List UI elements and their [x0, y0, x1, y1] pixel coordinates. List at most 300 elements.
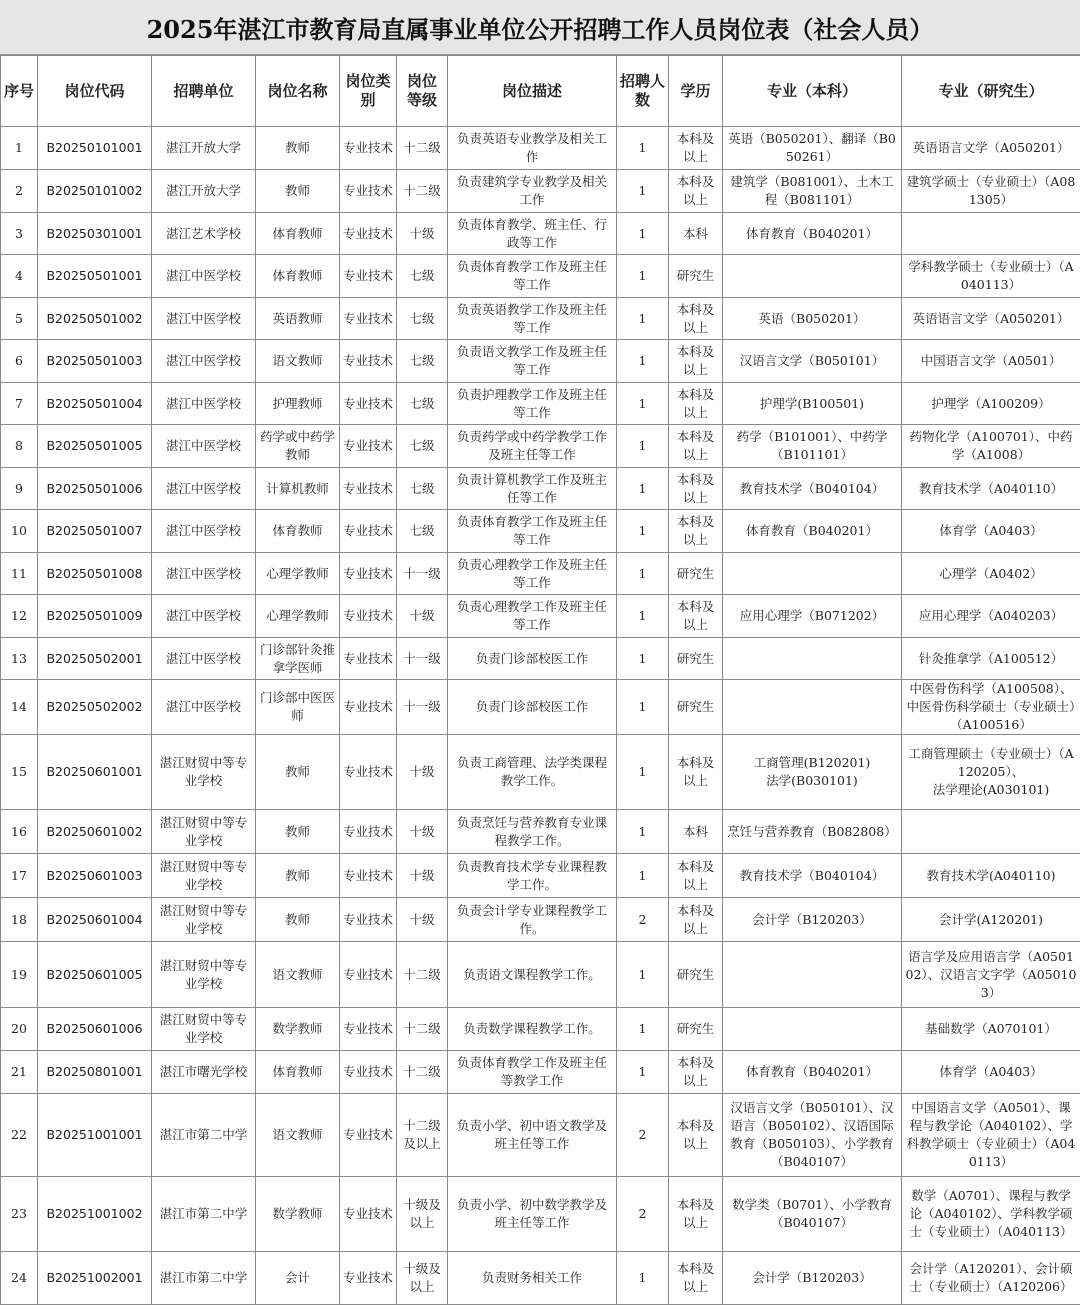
col-level-cell: 十级 [397, 735, 448, 810]
col-level-cell: 十级及以上 [397, 1252, 448, 1305]
table-row [1, 383, 1080, 425]
col-unit-cell: 湛江市曙光学校 [152, 1051, 256, 1094]
col-unit-cell: 湛江财贸中等专业学校 [152, 735, 256, 810]
col-level-cell: 七级 [397, 510, 448, 553]
col-count-cell: 1 [617, 170, 669, 213]
col-code-cell: B20251001001 [38, 1094, 152, 1177]
col-count-cell: 1 [617, 810, 669, 854]
col-unit-cell: 湛江开放大学 [152, 170, 256, 213]
col-unit-cell: 湛江市第二中学 [152, 1177, 256, 1252]
col-major-bachelor-cell: 药学（B101001）、中药学（B101101） [723, 425, 902, 468]
col-category-cell: 专业技术 [340, 170, 397, 213]
col-education-cell: 本科及以上 [669, 510, 723, 553]
col-seq-cell: 7 [1, 383, 38, 425]
col-code-cell: B20250601003 [38, 854, 152, 898]
col-seq-cell: 6 [1, 340, 38, 383]
col-description-cell: 负责体育教学、班主任、行政等工作 [448, 213, 617, 255]
col-count-cell: 1 [617, 942, 669, 1008]
col-description-cell: 负责烹饪与营养教育专业课程教学工作。 [448, 810, 617, 854]
col-seq-cell: 3 [1, 213, 38, 255]
col-level-cell: 七级 [397, 383, 448, 425]
col-category-cell: 专业技术 [340, 735, 397, 810]
col-count-cell: 1 [617, 340, 669, 383]
col-major-bachelor-header: 专业（本科） [723, 56, 902, 127]
col-description-cell: 负责建筑学专业教学及相关工作 [448, 170, 617, 213]
col-unit-cell: 湛江财贸中等专业学校 [152, 1008, 256, 1051]
col-level-cell: 十二级 [397, 942, 448, 1008]
col-position-cell: 护理教师 [256, 383, 340, 425]
col-description-cell: 负责小学、初中数学教学及班主任等工作 [448, 1177, 617, 1252]
col-major-bachelor-cell: 英语（B050201）、翻译（B050261） [723, 127, 902, 170]
col-description-cell: 负责计算机教学工作及班主任等工作 [448, 468, 617, 510]
col-unit-cell: 湛江中医学校 [152, 298, 256, 340]
col-major-bachelor-cell: 烹饪与营养教育（B082808） [723, 810, 902, 854]
col-code-cell: B20250502001 [38, 638, 152, 680]
col-education-cell: 研究生 [669, 1008, 723, 1051]
col-category-cell: 专业技术 [340, 383, 397, 425]
table-row [1, 898, 1080, 942]
col-major-graduate-cell: 中医骨伤科学（A100508）、中医骨伤科学硕士（专业硕士）（A100516） [902, 680, 1080, 735]
col-major-bachelor-cell: 汉语言文学（B050101）、汉语言（B050102）、汉语国际教育（B050103）、小学教育（B040107） [723, 1094, 902, 1177]
col-category-cell: 专业技术 [340, 1008, 397, 1051]
col-major-bachelor-cell [723, 553, 902, 595]
col-description-header: 岗位描述 [448, 56, 617, 127]
col-level-cell: 七级 [397, 468, 448, 510]
col-major-bachelor-cell: 数学类（B0701）、小学教育（B040107） [723, 1177, 902, 1252]
col-unit-cell: 湛江中医学校 [152, 510, 256, 553]
col-category-cell: 专业技术 [340, 213, 397, 255]
col-category-cell: 专业技术 [340, 127, 397, 170]
table-row [1, 468, 1080, 510]
col-unit-cell: 湛江中医学校 [152, 383, 256, 425]
col-count-cell: 1 [617, 1008, 669, 1051]
col-major-graduate-cell: 工商管理硕士（专业硕士）（A120205）、 法学理论(A030101) [902, 735, 1080, 810]
col-category-cell: 专业技术 [340, 510, 397, 553]
col-seq-header: 序号 [1, 56, 38, 127]
col-unit-cell: 湛江艺术学校 [152, 213, 256, 255]
col-level-cell: 十级 [397, 898, 448, 942]
col-education-cell: 本科及以上 [669, 1094, 723, 1177]
col-major-bachelor-cell [723, 255, 902, 298]
table-row [1, 127, 1080, 170]
col-major-graduate-cell [902, 213, 1080, 255]
col-category-cell: 专业技术 [340, 425, 397, 468]
col-education-cell: 本科及以上 [669, 1252, 723, 1305]
col-level-cell: 十二级及以上 [397, 1094, 448, 1177]
col-seq-cell: 10 [1, 510, 38, 553]
col-count-cell: 1 [617, 854, 669, 898]
col-major-graduate-cell: 护理学（A100209） [902, 383, 1080, 425]
table-row [1, 1177, 1080, 1252]
col-major-bachelor-cell [723, 638, 902, 680]
col-education-cell: 本科及以上 [669, 735, 723, 810]
col-education-cell: 研究生 [669, 942, 723, 1008]
col-unit-cell: 湛江财贸中等专业学校 [152, 898, 256, 942]
col-major-bachelor-cell: 会计学（B120203） [723, 1252, 902, 1305]
col-seq-cell: 15 [1, 735, 38, 810]
table-row [1, 1252, 1080, 1305]
col-level-cell: 十二级 [397, 170, 448, 213]
table-row [1, 680, 1080, 735]
col-count-cell: 1 [617, 1051, 669, 1094]
col-position-cell: 会计 [256, 1252, 340, 1305]
col-major-graduate-cell: 语言学及应用语言学（A050102）、汉语言文字学（A050103） [902, 942, 1080, 1008]
table-row [1, 340, 1080, 383]
col-position-cell: 药学或中药学教师 [256, 425, 340, 468]
col-description-cell: 负责门诊部校医工作 [448, 638, 617, 680]
col-education-cell: 本科及以上 [669, 298, 723, 340]
col-position-cell: 教师 [256, 898, 340, 942]
table-row [1, 170, 1080, 213]
col-count-cell: 1 [617, 638, 669, 680]
col-education-cell: 研究生 [669, 638, 723, 680]
col-major-graduate-header: 专业（研究生） [902, 56, 1080, 127]
col-unit-cell: 湛江市第二中学 [152, 1094, 256, 1177]
col-unit-cell: 湛江财贸中等专业学校 [152, 810, 256, 854]
col-code-cell: B20250801001 [38, 1051, 152, 1094]
col-education-header: 学历 [669, 56, 723, 127]
col-description-cell: 负责小学、初中语文教学及班主任等工作 [448, 1094, 617, 1177]
col-education-cell: 本科及以上 [669, 898, 723, 942]
col-seq-cell: 12 [1, 595, 38, 638]
col-count-cell: 1 [617, 383, 669, 425]
table-row [1, 595, 1080, 638]
col-level-cell: 十二级 [397, 1051, 448, 1094]
col-seq-cell: 5 [1, 298, 38, 340]
col-major-graduate-cell: 中国语言文学（A0501）、课程与教学论（A040102）、学科教学硕士（专业硕士）（A040113） [902, 1094, 1080, 1177]
col-category-cell: 专业技术 [340, 255, 397, 298]
col-code-cell: B20250601001 [38, 735, 152, 810]
col-count-cell: 1 [617, 127, 669, 170]
col-description-cell: 负责体育教学工作及班主任等工作 [448, 255, 617, 298]
col-level-cell: 十级及以上 [397, 1177, 448, 1252]
col-position-cell: 计算机教师 [256, 468, 340, 510]
col-count-cell: 1 [617, 255, 669, 298]
col-code-cell: B20250501004 [38, 383, 152, 425]
col-seq-cell: 1 [1, 127, 38, 170]
col-position-cell: 心理学教师 [256, 595, 340, 638]
col-seq-cell: 2 [1, 170, 38, 213]
col-seq-cell: 18 [1, 898, 38, 942]
col-position-cell: 体育教师 [256, 213, 340, 255]
col-major-bachelor-cell: 建筑学（B081001）、土木工程（B081101） [723, 170, 902, 213]
col-unit-cell: 湛江中医学校 [152, 255, 256, 298]
table-row [1, 255, 1080, 298]
col-count-cell: 1 [617, 735, 669, 810]
page-title: 2025年湛江市教育局直属事业单位公开招聘工作人员岗位表（社会人员） [0, 0, 1080, 55]
col-major-bachelor-cell: 体育教育（B040201） [723, 510, 902, 553]
col-major-graduate-cell: 英语语言文学（A050201） [902, 127, 1080, 170]
col-major-graduate-cell: 教育技术学(A040110) [902, 854, 1080, 898]
col-major-bachelor-cell [723, 942, 902, 1008]
col-count-cell: 2 [617, 1177, 669, 1252]
col-education-cell: 本科及以上 [669, 127, 723, 170]
col-major-bachelor-cell: 英语（B050201） [723, 298, 902, 340]
col-seq-cell: 13 [1, 638, 38, 680]
col-unit-cell: 湛江财贸中等专业学校 [152, 854, 256, 898]
col-major-graduate-cell: 体育学（A0403） [902, 510, 1080, 553]
col-category-cell: 专业技术 [340, 595, 397, 638]
col-category-header: 岗位类别 [340, 56, 397, 127]
col-position-cell: 体育教师 [256, 255, 340, 298]
col-level-cell: 十级 [397, 810, 448, 854]
col-category-cell: 专业技术 [340, 1252, 397, 1305]
col-description-cell: 负责财务相关工作 [448, 1252, 617, 1305]
col-category-cell: 专业技术 [340, 340, 397, 383]
col-category-cell: 专业技术 [340, 1094, 397, 1177]
table-row [1, 1094, 1080, 1177]
col-level-cell: 七级 [397, 425, 448, 468]
col-category-cell: 专业技术 [340, 854, 397, 898]
col-description-cell: 负责心理教学工作及班主任等工作 [448, 553, 617, 595]
col-level-cell: 十一级 [397, 553, 448, 595]
col-education-cell: 本科及以上 [669, 340, 723, 383]
col-count-cell: 1 [617, 1252, 669, 1305]
col-level-cell: 十级 [397, 595, 448, 638]
col-description-cell: 负责护理教学工作及班主任等工作 [448, 383, 617, 425]
col-education-cell: 本科及以上 [669, 1177, 723, 1252]
col-count-cell: 1 [617, 298, 669, 340]
col-seq-cell: 4 [1, 255, 38, 298]
col-position-cell: 语文教师 [256, 1094, 340, 1177]
col-count-cell: 1 [617, 553, 669, 595]
col-description-cell: 负责工商管理、法学类课程教学工作。 [448, 735, 617, 810]
col-major-bachelor-cell: 体育教育（B040201） [723, 213, 902, 255]
col-count-cell: 2 [617, 898, 669, 942]
col-category-cell: 专业技术 [340, 942, 397, 1008]
table-body [1, 127, 1080, 1305]
col-education-cell: 本科及以上 [669, 1051, 723, 1094]
table-row [1, 735, 1080, 810]
col-category-cell: 专业技术 [340, 680, 397, 735]
col-seq-cell: 8 [1, 425, 38, 468]
col-code-cell: B20250501009 [38, 595, 152, 638]
col-description-cell: 负责体育教学工作及班主任等教学工作 [448, 1051, 617, 1094]
table-row [1, 425, 1080, 468]
col-code-cell: B20250501001 [38, 255, 152, 298]
col-seq-cell: 11 [1, 553, 38, 595]
col-major-graduate-cell: 会计学（A120201）、会计硕士（专业硕士）（A120206） [902, 1252, 1080, 1305]
col-major-graduate-cell: 英语语言文学（A050201） [902, 298, 1080, 340]
col-category-cell: 专业技术 [340, 1177, 397, 1252]
col-position-cell: 教师 [256, 127, 340, 170]
col-unit-cell: 湛江市第二中学 [152, 1252, 256, 1305]
col-major-graduate-cell: 药物化学（A100701）、中药学（A1008） [902, 425, 1080, 468]
col-major-bachelor-cell: 应用心理学（B071202） [723, 595, 902, 638]
col-category-cell: 专业技术 [340, 898, 397, 942]
col-position-cell: 教师 [256, 854, 340, 898]
col-unit-cell: 湛江开放大学 [152, 127, 256, 170]
col-education-cell: 本科及以上 [669, 595, 723, 638]
col-code-cell: B20250601002 [38, 810, 152, 854]
header-row [1, 56, 1080, 127]
col-education-cell: 本科及以上 [669, 383, 723, 425]
col-category-cell: 专业技术 [340, 638, 397, 680]
col-seq-cell: 17 [1, 854, 38, 898]
col-major-bachelor-cell: 护理学(B100501) [723, 383, 902, 425]
col-description-cell: 负责教育技术学专业课程教学工作。 [448, 854, 617, 898]
col-code-cell: B20250501006 [38, 468, 152, 510]
col-major-graduate-cell: 建筑学硕士（专业硕士）（A081305） [902, 170, 1080, 213]
table-row [1, 1008, 1080, 1051]
col-education-cell: 本科及以上 [669, 425, 723, 468]
col-level-cell: 十级 [397, 213, 448, 255]
col-major-graduate-cell [902, 810, 1080, 854]
table-row [1, 1051, 1080, 1094]
position-table [0, 55, 1080, 1305]
col-major-bachelor-cell: 体育教育（B040201） [723, 1051, 902, 1094]
col-seq-cell: 19 [1, 942, 38, 1008]
col-level-header: 岗位等级 [397, 56, 448, 127]
col-count-cell: 2 [617, 1094, 669, 1177]
col-education-cell: 本科及以上 [669, 170, 723, 213]
col-major-graduate-cell: 会计学(A120201) [902, 898, 1080, 942]
col-major-bachelor-cell: 教育技术学（B040104） [723, 468, 902, 510]
col-seq-cell: 23 [1, 1177, 38, 1252]
col-major-graduate-cell: 教育技术学（A040110） [902, 468, 1080, 510]
col-unit-cell: 湛江中医学校 [152, 340, 256, 383]
col-major-graduate-cell: 心理学（A0402） [902, 553, 1080, 595]
col-count-header: 招聘人数 [617, 56, 669, 127]
col-level-cell: 十一级 [397, 638, 448, 680]
col-education-cell: 本科 [669, 810, 723, 854]
col-code-cell: B20250101001 [38, 127, 152, 170]
table-row [1, 810, 1080, 854]
col-seq-cell: 20 [1, 1008, 38, 1051]
col-level-cell: 七级 [397, 298, 448, 340]
col-position-cell: 体育教师 [256, 1051, 340, 1094]
table-row [1, 510, 1080, 553]
col-description-cell: 负责体育教学工作及班主任等工作 [448, 510, 617, 553]
col-code-cell: B20250502002 [38, 680, 152, 735]
col-level-cell: 十级 [397, 854, 448, 898]
col-count-cell: 1 [617, 680, 669, 735]
col-description-cell: 负责会计学专业课程教学工作。 [448, 898, 617, 942]
col-level-cell: 七级 [397, 340, 448, 383]
col-unit-cell: 湛江中医学校 [152, 468, 256, 510]
col-count-cell: 1 [617, 213, 669, 255]
col-major-graduate-cell: 体育学（A0403） [902, 1051, 1080, 1094]
col-level-cell: 十二级 [397, 127, 448, 170]
col-seq-cell: 24 [1, 1252, 38, 1305]
col-count-cell: 1 [617, 425, 669, 468]
col-education-cell: 本科 [669, 213, 723, 255]
col-code-cell: B20250501005 [38, 425, 152, 468]
col-code-cell: B20251001002 [38, 1177, 152, 1252]
col-category-cell: 专业技术 [340, 810, 397, 854]
col-code-cell: B20251002001 [38, 1252, 152, 1305]
col-level-cell: 十一级 [397, 680, 448, 735]
col-seq-cell: 16 [1, 810, 38, 854]
col-description-cell: 负责语文课程教学工作。 [448, 942, 617, 1008]
col-code-cell: B20250501003 [38, 340, 152, 383]
col-major-graduate-cell: 中国语言文学（A0501） [902, 340, 1080, 383]
col-education-cell: 研究生 [669, 553, 723, 595]
col-count-cell: 1 [617, 595, 669, 638]
col-description-cell: 负责数学课程教学工作。 [448, 1008, 617, 1051]
col-description-cell: 负责药学或中药学教学工作及班主任等工作 [448, 425, 617, 468]
col-level-cell: 十二级 [397, 1008, 448, 1051]
col-unit-cell: 湛江中医学校 [152, 595, 256, 638]
col-education-cell: 本科及以上 [669, 854, 723, 898]
col-position-cell: 数学教师 [256, 1008, 340, 1051]
col-description-cell: 负责英语教学工作及班主任等工作 [448, 298, 617, 340]
col-unit-cell: 湛江中医学校 [152, 553, 256, 595]
col-unit-cell: 湛江中医学校 [152, 638, 256, 680]
col-education-cell: 研究生 [669, 680, 723, 735]
col-seq-cell: 9 [1, 468, 38, 510]
col-position-cell: 语文教师 [256, 942, 340, 1008]
col-code-cell: B20250501002 [38, 298, 152, 340]
table-row [1, 942, 1080, 1008]
col-major-graduate-cell: 数学（A0701）、课程与教学论（A040102）、学科教学硕士（专业硕士）（A040113） [902, 1177, 1080, 1252]
col-seq-cell: 21 [1, 1051, 38, 1094]
col-category-cell: 专业技术 [340, 468, 397, 510]
table-row [1, 854, 1080, 898]
col-category-cell: 专业技术 [340, 1051, 397, 1094]
col-unit-cell: 湛江中医学校 [152, 425, 256, 468]
col-level-cell: 七级 [397, 255, 448, 298]
col-major-bachelor-cell [723, 1008, 902, 1051]
col-description-cell: 负责心理教学工作及班主任等工作 [448, 595, 617, 638]
col-category-cell: 专业技术 [340, 553, 397, 595]
col-code-cell: B20250101002 [38, 170, 152, 213]
col-seq-cell: 14 [1, 680, 38, 735]
col-major-bachelor-cell: 教育技术学（B040104） [723, 854, 902, 898]
table-row [1, 213, 1080, 255]
col-position-cell: 教师 [256, 810, 340, 854]
col-position-cell: 语文教师 [256, 340, 340, 383]
col-major-bachelor-cell: 会计学（B120203） [723, 898, 902, 942]
col-count-cell: 1 [617, 468, 669, 510]
col-major-graduate-cell: 针灸推拿学（A100512） [902, 638, 1080, 680]
col-major-graduate-cell: 应用心理学（A040203） [902, 595, 1080, 638]
col-major-graduate-cell: 学科教学硕士（专业硕士）（A040113） [902, 255, 1080, 298]
col-code-cell: B20250601005 [38, 942, 152, 1008]
col-major-bachelor-cell: 工商管理(B120201) 法学(B030101) [723, 735, 902, 810]
col-code-cell: B20250501008 [38, 553, 152, 595]
col-position-header: 岗位名称 [256, 56, 340, 127]
col-unit-cell: 湛江财贸中等专业学校 [152, 942, 256, 1008]
col-description-cell: 负责英语专业教学及相关工作 [448, 127, 617, 170]
col-position-cell: 门诊部中医医师 [256, 680, 340, 735]
col-major-graduate-cell: 基础数学（A070101） [902, 1008, 1080, 1051]
col-major-bachelor-cell [723, 680, 902, 735]
col-unit-cell: 湛江中医学校 [152, 680, 256, 735]
col-position-cell: 数学教师 [256, 1177, 340, 1252]
col-description-cell: 负责语文教学工作及班主任等工作 [448, 340, 617, 383]
col-education-cell: 研究生 [669, 255, 723, 298]
table-row [1, 298, 1080, 340]
col-code-cell: B20250601006 [38, 1008, 152, 1051]
col-code-cell: B20250301001 [38, 213, 152, 255]
col-position-cell: 教师 [256, 170, 340, 213]
col-major-bachelor-cell: 汉语言文学（B050101） [723, 340, 902, 383]
table-row [1, 553, 1080, 595]
table-row [1, 638, 1080, 680]
col-code-cell: B20250501007 [38, 510, 152, 553]
col-seq-cell: 22 [1, 1094, 38, 1177]
col-description-cell: 负责门诊部校医工作 [448, 680, 617, 735]
col-position-cell: 心理学教师 [256, 553, 340, 595]
col-code-cell: B20250601004 [38, 898, 152, 942]
col-position-cell: 体育教师 [256, 510, 340, 553]
col-position-cell: 门诊部针灸推拿学医师 [256, 638, 340, 680]
col-unit-header: 招聘单位 [152, 56, 256, 127]
col-code-header: 岗位代码 [38, 56, 152, 127]
col-category-cell: 专业技术 [340, 298, 397, 340]
col-position-cell: 英语教师 [256, 298, 340, 340]
